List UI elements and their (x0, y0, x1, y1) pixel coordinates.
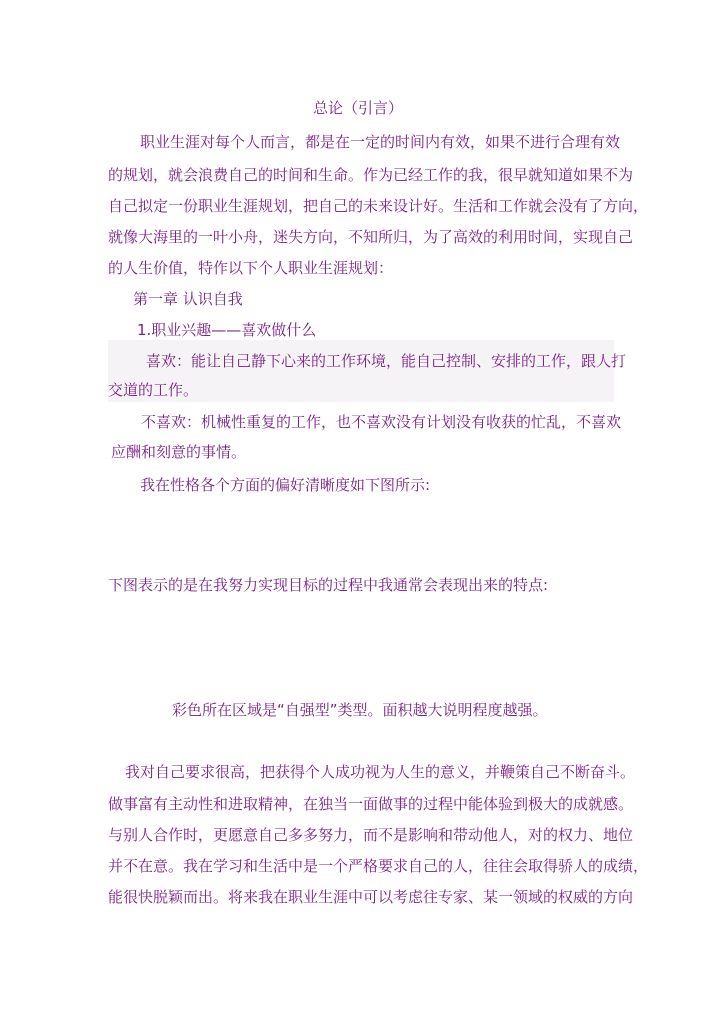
dislikes-line-1: 不喜欢：机械性重复的工作，也不喜欢没有计划没有收获的忙乱，不喜欢 (141, 413, 622, 431)
intro-line-5: 的人生价值，特作以下个人职业生涯规划： (108, 259, 394, 277)
likes-line-1: 喜欢：能让自己静下心来的工作环境，能自己控制、安排的工作，跟人打 (146, 352, 627, 370)
conclusion-line-1: 我对自己要求很高，把获得个人成功视为人生的意义，并鞭策自己不断奋斗。 (125, 763, 636, 781)
conclusion-line-4: 并不在意。我在学习和生活中是一个严格要求自己的人，往往会取得骄人的成绩， (108, 857, 649, 875)
section-heading: 1.职业兴趣——喜欢做什么 (137, 321, 317, 339)
chapter-heading: 第一章 认识自我 (133, 290, 243, 308)
dislikes-line-2: 应酬和刻意的事情。 (111, 443, 247, 461)
figure-intro: 下图表示的是在我努力实现目标的过程中我通常会表现出来的特点: (108, 576, 549, 594)
preference-intro: 我在性格各个方面的偏好清晰度如下图所示: (140, 476, 431, 494)
intro-line-2: 的规划，就会浪费自己的时间和生命。作为已经工作的我，很早就知道如果不为 (108, 166, 634, 184)
likes-line-2: 交道的工作。 (108, 381, 199, 399)
conclusion-line-5: 能很快脱颖而出。将来我在职业生涯中可以考虑往专家、某一领域的权威的方向 (108, 888, 634, 906)
conclusion-line-2: 做事富有主动性和进取精神，在独当一面做事的过程中能体验到极大的成就感。 (108, 795, 634, 813)
conclusion-line-3: 与别人合作时，更愿意自己多多努力，而不是影响和带动他人，对的权力、地位 (108, 826, 634, 844)
figure-caption: 彩色所在区域是“自强型”类型。面积越大说明程度越强。 (172, 701, 548, 719)
intro-line-1: 职业生涯对每个人而言，都是在一定的时间内有效，如果不进行合理有效 (140, 133, 621, 151)
intro-line-4: 就像大海里的一叶小舟，迷失方向，不知所归，为了高效的利用时间，实现自己 (108, 228, 634, 246)
intro-line-3: 自己拟定一份职业生涯规划，把自己的未来设计好。生活和工作就会没有了方向， (108, 197, 649, 215)
doc-title: 总论（引言） (313, 99, 404, 117)
